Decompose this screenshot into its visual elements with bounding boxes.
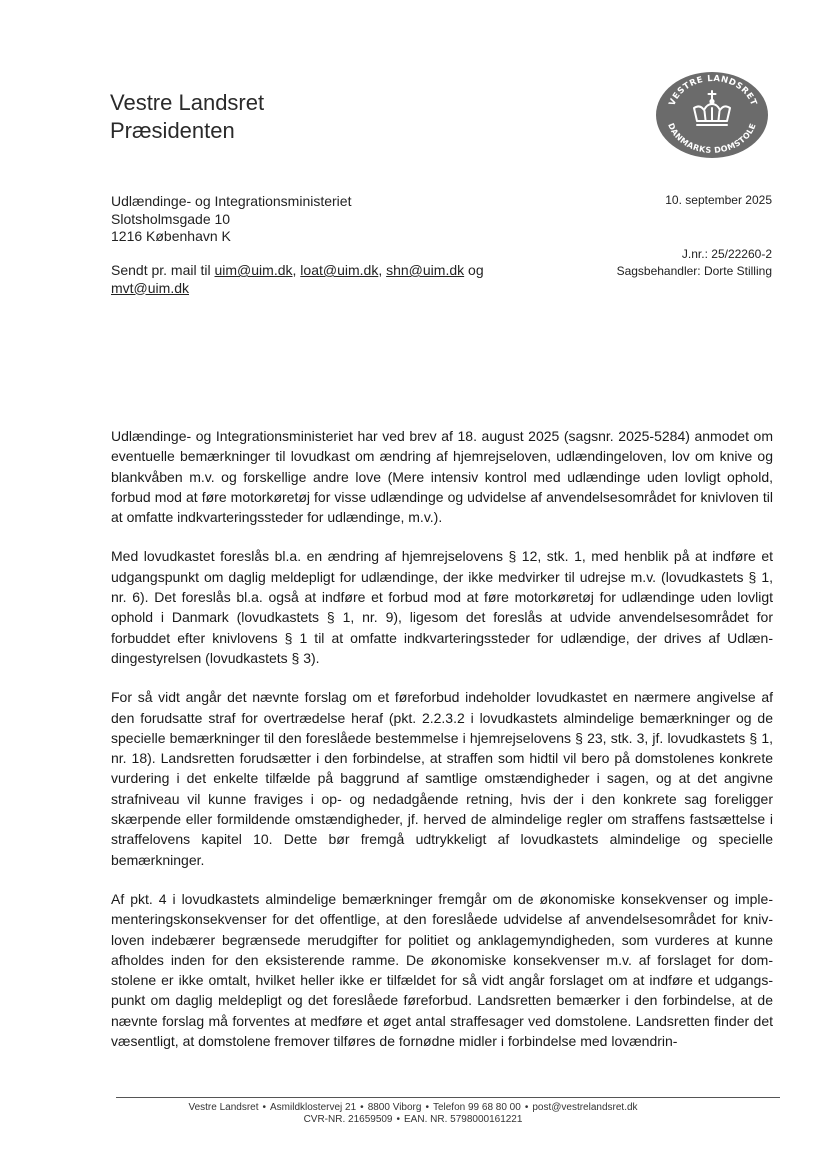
sent-by-mail-line [111, 262, 531, 297]
footer-email[interactable]: post@vestrelandsret.dk [532, 1102, 638, 1113]
footer-cvr: CVR-NR. 21659509 [303, 1114, 393, 1125]
recipient-street: Slotsholmsgade 10 [111, 210, 231, 227]
footer-street: Asmildklostervej 21 [270, 1102, 357, 1113]
footer-line-2 [0, 1114, 826, 1126]
bullet-separator: • [396, 1114, 401, 1125]
separator: og [464, 262, 484, 278]
seal-bottom-text: DANMARKS DOMSTOLE [666, 121, 758, 155]
bullet-separator: • [360, 1102, 364, 1113]
email-link-mvt[interactable]: mvt@uim.dk [111, 279, 189, 296]
seal-top-text: VESTRE LANDSRET [667, 73, 759, 108]
email-link-loat[interactable]: loat@uim.dk [300, 262, 379, 278]
bullet-separator: • [425, 1102, 429, 1113]
footer-phone: Telefon 99 68 80 00 [432, 1102, 521, 1113]
body-paragraph: Af pkt. 4 i lovudkastets almindelige bemærkninger fremgår om de økonomiske konsekvenser og implementeringskonsekvenser for det offentlige, at den foreslåede udvidelse af anvendelsesområdet for knivloven indebærer begrænsede merudgifter for politiet og anklagemyndigheden, som vurderes at kunne afholdes inden for den eksisterende ramme. De økonomiske konsekvenser m.v. af forslaget for domstolene er ikke omtalt, hvilket heller ikke er tilfældet for så vidt angår forslaget om at indføre et udgangspunkt om daglig meldepligt og det foreslåede føreforbud. Landsretten bemærker i den forbindelse, at de nævnte forslag må forventes at medføre et øget antal straffesager ved domstolene. Landsretten finder det væsentligt, at domstolene fremover tilføres de fornødne midler i forbindelse med lovændrin- [111, 890, 773, 1050]
case-meta [617, 246, 772, 280]
letter-body [111, 426, 773, 1070]
body-paragraph: Udlændinge- og Integrationsministeriet har ved brev af 18. august 2025 (sagsnr. 2025-5284) anmodet om eventuelle bemærkninger til lovudkast om ændring af hjemrejseloven, udlændingeloven, lov om knive og blankvåben m.v. og forskellige andre love (Mere intensiv kontrol med udlændinge uden lovligt ophold, forbud mod at føre motorkøretøj for visse udlændinge og udvidelse af anvendelsesområdet for knivloven til at omfatte indkvarteringssteder for udlændinge, m.v.). [111, 428, 773, 526]
letter-date: 10. september 2025 [665, 193, 772, 207]
recipient-city: 1216 København K [111, 228, 231, 244]
court-name: Vestre Landsret [110, 90, 265, 115]
body-paragraph: Med lovudkastet foreslås bl.a. en ændring af hjemrejselovens § 12, stk. 1, med henblik på at indføre et udgangspunkt om daglig meldepligt for udlændinge, der ikke medvirker til udrejse m.v. (lovudkastets § 1, nr. 6). Det foreslås bl.a. også at indføre et forbud mod at føre motorkøretøj for udlændinge uden lovligt ophold i Danmark (lovudkastets § 1, nr. 9), ligesom det foreslås at udvide anvendelsesområdet for forbuddet efter knivlovens § 1 til at omfatte indkvarteringssteder for udlændige, der drives af Udlændingestyrelsen (lovudkastets § 3). [111, 548, 773, 666]
journal-number: J.nr.: 25/22260-2 [681, 247, 772, 261]
footer-ean: EAN. NR. 5798000161221 [404, 1114, 523, 1125]
recipient-name: Udlændinge- og Integrationsministeriet [111, 193, 352, 209]
case-handler: Sagsbehandler: Dorte Stilling [616, 264, 772, 278]
footer-line-1 [0, 1102, 826, 1114]
seal-emblem-icon [655, 70, 770, 160]
office-title: Præsidenten [110, 118, 235, 143]
footer-city: 8800 Viborg [367, 1102, 422, 1113]
email-link-uim[interactable]: uim@uim.dk [214, 262, 293, 278]
bullet-separator: • [262, 1102, 267, 1113]
sent-prefix: Sendt pr. mail til [111, 262, 215, 278]
email-link-shn[interactable]: shn@uim.dk [386, 262, 465, 278]
recipient-address [111, 193, 351, 246]
letterhead [110, 89, 264, 145]
court-seal [655, 70, 770, 160]
page-footer [0, 1102, 826, 1126]
separator: , [378, 262, 387, 278]
body-paragraph: For så vidt angår det nævnte forslag om et føreforbud indeholder lovudkastet en nærmere angivelse af den forudsatte straf for overtrædelse heraf (pkt. 2.2.3.2 i lovudkastets almindelige bemærkninger og de specielle bemærkninger til den foreslåede bestemmelse i hjemrejselovens § 23, stk. 3, jf. lovudkastets § 1, nr. 18). Landsretten forudsætter i den forbindelse, at straffen som hidtil vil bero på domstolenes konkrete vurdering i det enkelte tilfælde på baggrund af samtlige omstændigheder i sagen, og at det angivne strafniveau vil kunne fraviges i op- og nedadgående retning, hvis der i den konkrete sag foreligger skærpende eller formildende omstændigheder, jf. herved de almindelige regler om straffens fastsættelse i straffelovens kapitel 10. Dette bør fremgå udtrykkeligt af lovudkastets almindelige og specielle bemærkninger. [111, 689, 773, 868]
footer-org: Vestre Landsret [188, 1102, 259, 1113]
separator: , [292, 262, 301, 278]
footer-divider [116, 1097, 780, 1098]
bullet-separator: • [524, 1102, 529, 1113]
